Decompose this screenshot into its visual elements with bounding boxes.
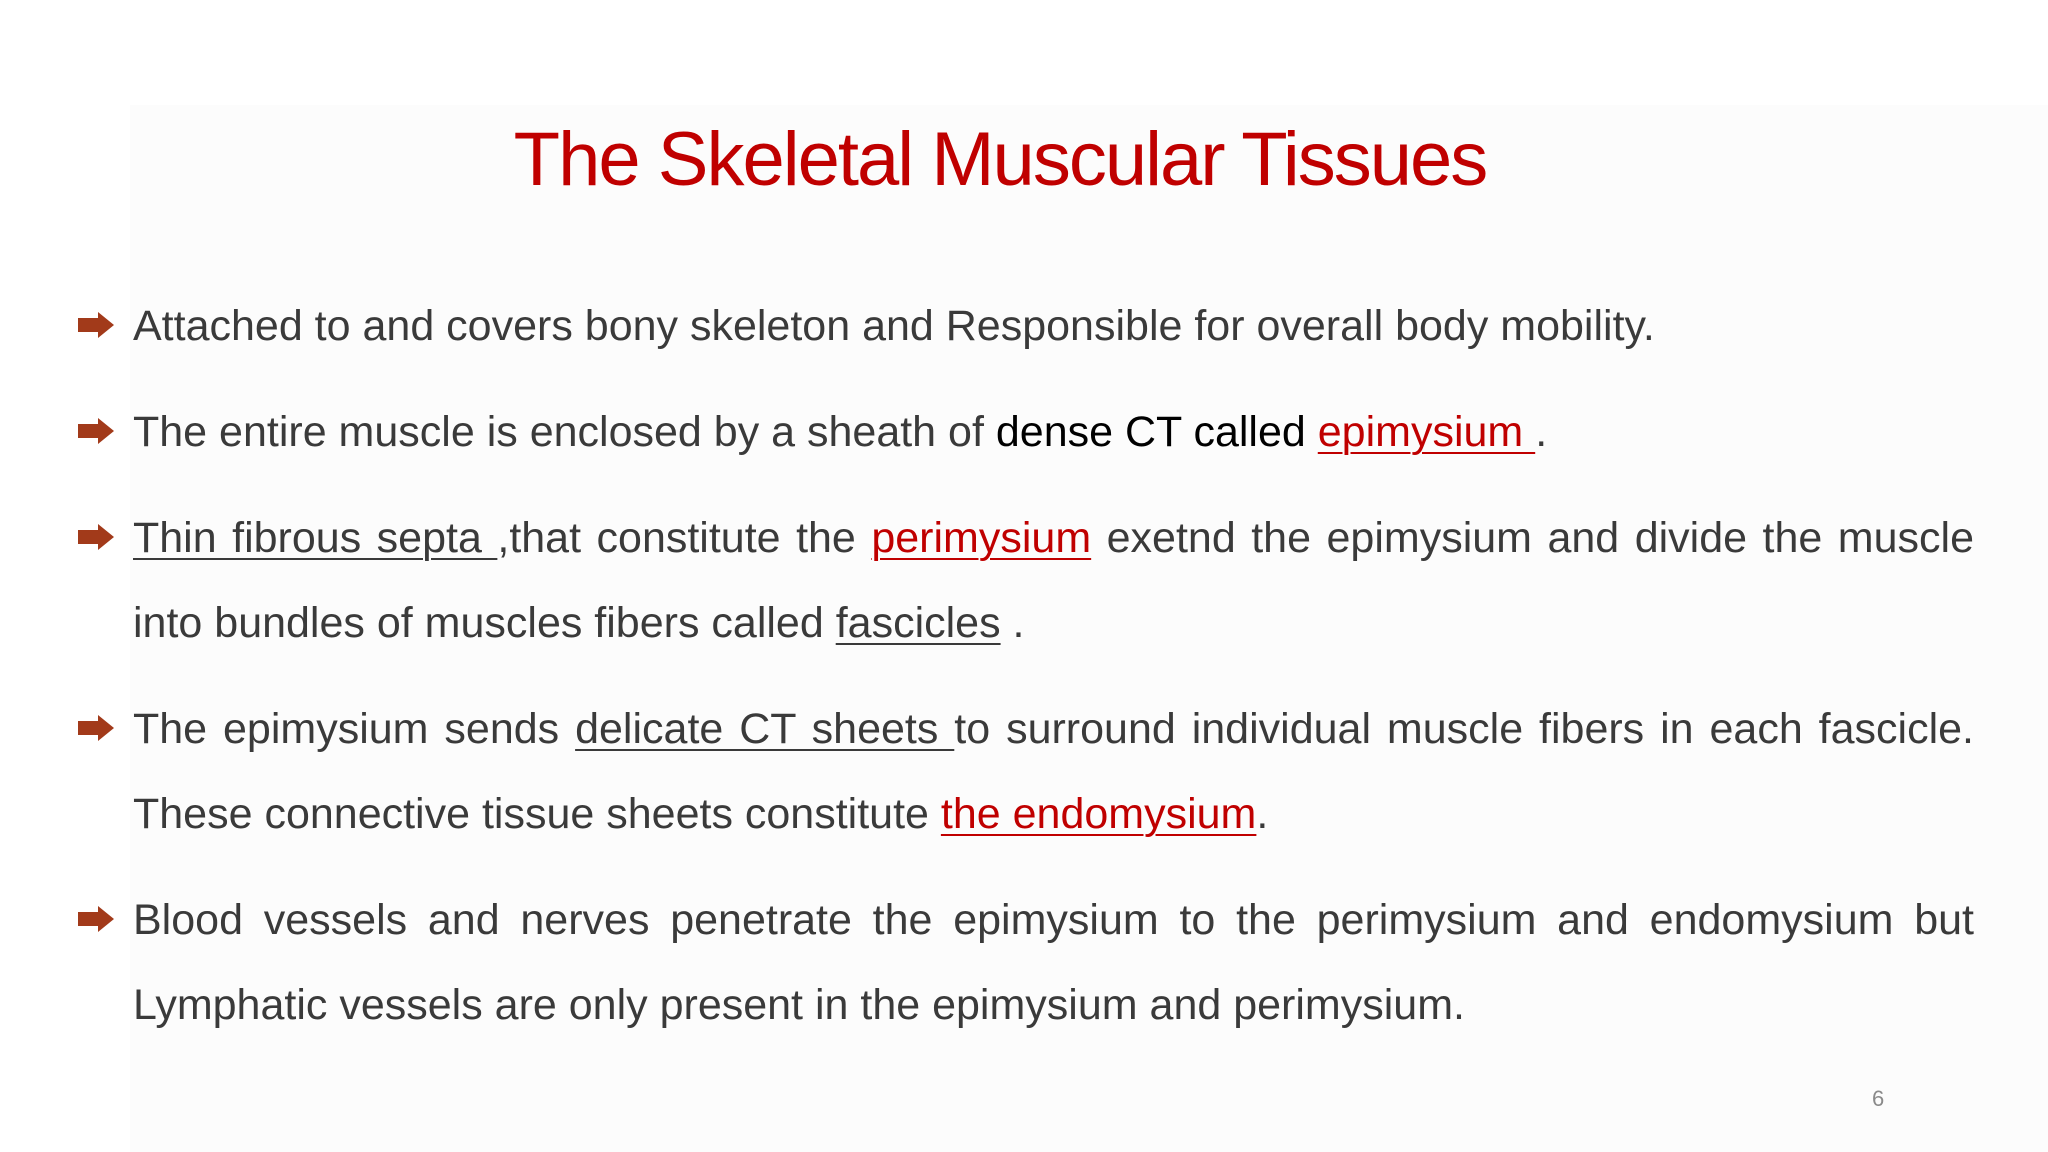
right-arrow-bullet-icon (78, 312, 114, 338)
bullet-item-4 (76, 687, 1974, 857)
bullet-item-1 (76, 284, 1974, 369)
term-delicate-ct-sheets: delicate CT sheets (575, 705, 955, 753)
emphasis-text: dense CT called (995, 408, 1306, 456)
bullet-text: to surround individual muscle fibers in each fascicle. These connective tissue sheets constitute (133, 705, 1974, 838)
term-perimysium: perimysium (871, 514, 1092, 562)
bullet-text: The epimysium sends (133, 705, 576, 753)
page-number: 6 (1872, 1086, 1885, 1111)
bullet-list (76, 284, 1974, 1069)
term-thin-fibrous-septa: Thin fibrous septa (133, 514, 498, 562)
slide-title: The Skeletal Muscular Tissues (513, 117, 1487, 202)
bullet-item-5 (76, 878, 1974, 1048)
right-arrow-bullet-icon (78, 418, 114, 444)
term-fascicles: fascicles (835, 599, 1001, 647)
term-endomysium: the endomysium (940, 790, 1257, 838)
term-epimysium: epimysium (1317, 408, 1536, 456)
right-arrow-bullet-icon (78, 524, 114, 550)
bullet-item-3 (76, 496, 1974, 666)
bullet-text: Blood vessels and nerves penetrate the epimysium to the perimysium and endomysium but Lymphatic vessels are only present in the epimysium and perimysium. (133, 896, 1974, 1029)
bullet-text: . (1000, 599, 1025, 647)
bullet-text: Attached to and covers bony skeleton and Responsible for overall body mobility. (133, 302, 1655, 350)
bullet-text: ,that constitute the (497, 514, 872, 562)
bullet-item-2 (76, 390, 1974, 475)
bullet-text: . (1535, 408, 1548, 456)
bullet-text: The entire muscle is enclosed by a sheath of (133, 408, 996, 456)
bullet-text: . (1256, 790, 1269, 838)
right-arrow-bullet-icon (78, 715, 114, 741)
bullet-text: exetnd the epimysium and divide the muscle into bundles of muscles fibers called (133, 514, 1975, 647)
bullet-text (1306, 408, 1318, 456)
right-arrow-bullet-icon (78, 906, 114, 932)
